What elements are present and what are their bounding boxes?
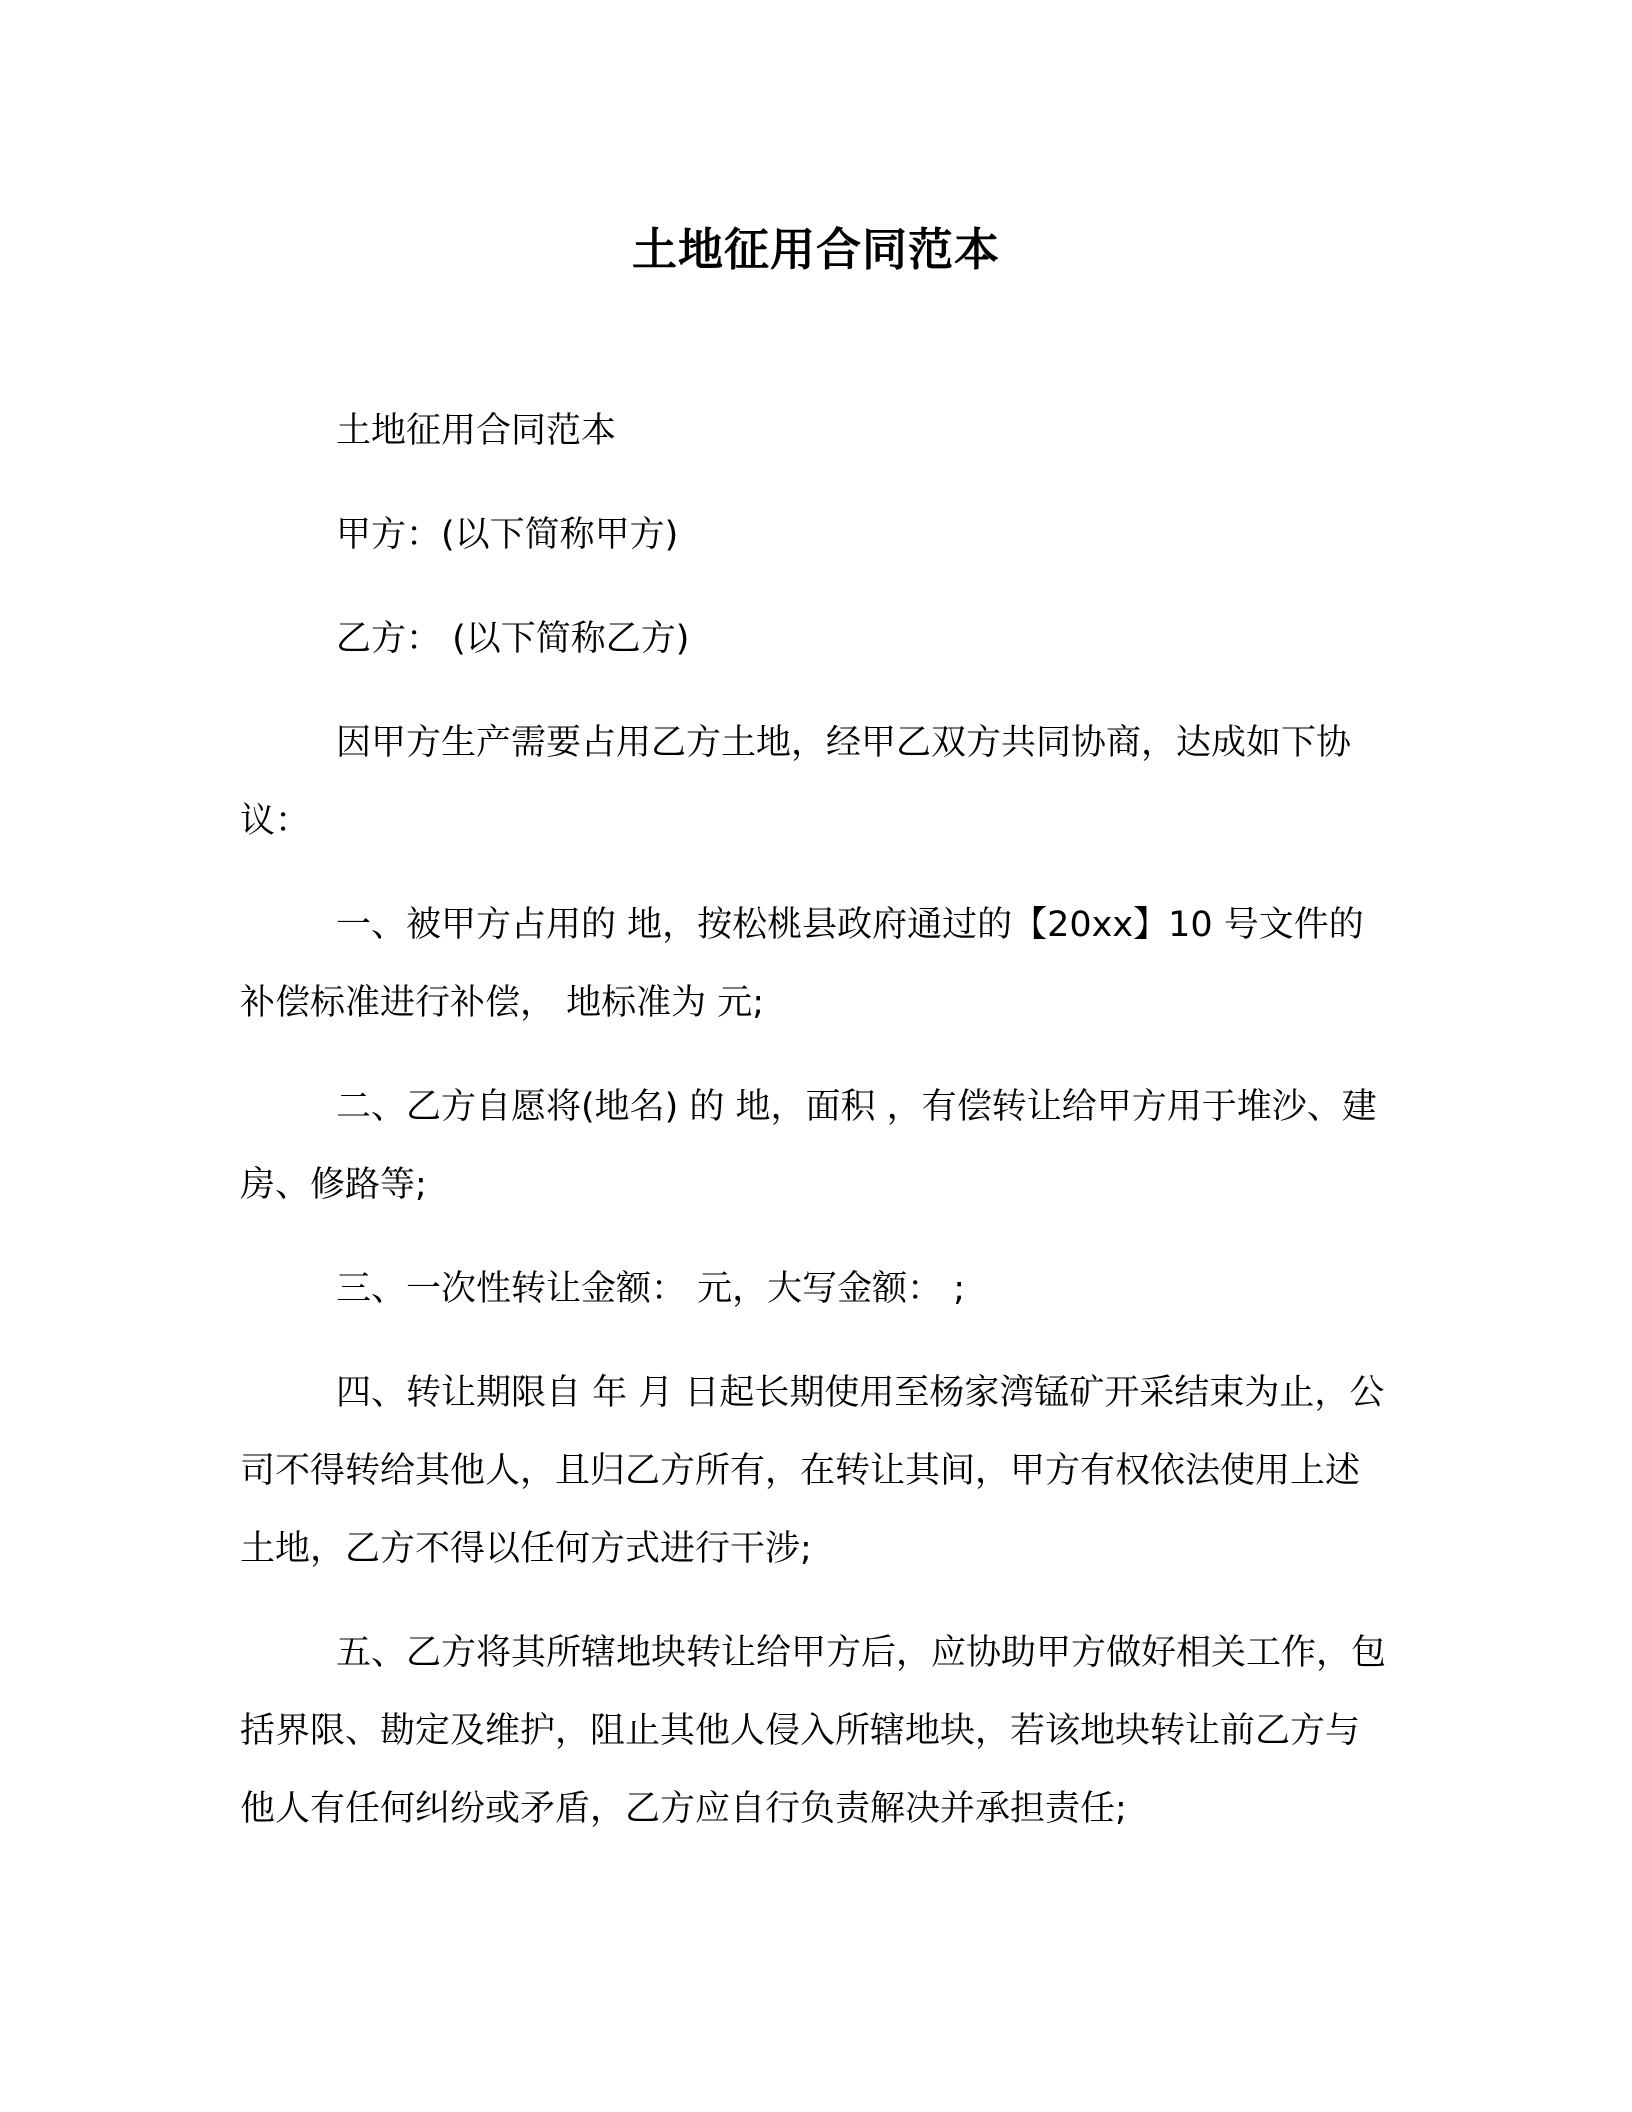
document-body: [240, 392, 1392, 1874]
paragraph-clause-1: 一、被甲方占用的 地，按松桃县政府通过的【20xx】10 号文件的补偿标准进行补偿， 地标准为 元;: [240, 905, 1364, 1023]
paragraph-party-b: 乙方： (以下简称乙方): [336, 619, 690, 659]
paragraph-clause-2: 二、乙方自愿将(地名) 的 地，面积 ，有偿转让给甲方用于堆沙、建房、修路等;: [240, 1087, 1377, 1205]
paragraph-party-a: 甲方：(以下简称甲方): [336, 515, 679, 555]
paragraph-subtitle: 土地征用合同范本: [336, 411, 617, 451]
paragraph-clause-4: 四、转让期限自 年 月 日起长期使用至杨家湾锰矿开采结束为止，公司不得转给其他人，且归乙方所有，在转让其间，甲方有权依法使用上述土地，乙方不得以任何方式进行干涉;: [240, 1373, 1385, 1569]
paragraph-clause-3: 三、一次性转让金额： 元，大写金额： ;: [336, 1269, 966, 1309]
paragraph-clause-5: 五、乙方将其所辖地块转让给甲方后，应协助甲方做好相关工作，包括界限、勘定及维护，阻止其他人侵入所辖地块，若该地块转让前乙方与他人有任何纠纷或矛盾，乙方应自行负责解决并承担责任;: [240, 1633, 1387, 1829]
paragraph-preamble: 因甲方生产需要占用乙方土地，经甲乙双方共同协商，达成如下协议：: [240, 723, 1352, 841]
document-title: 土地征用合同范本: [631, 223, 1000, 276]
